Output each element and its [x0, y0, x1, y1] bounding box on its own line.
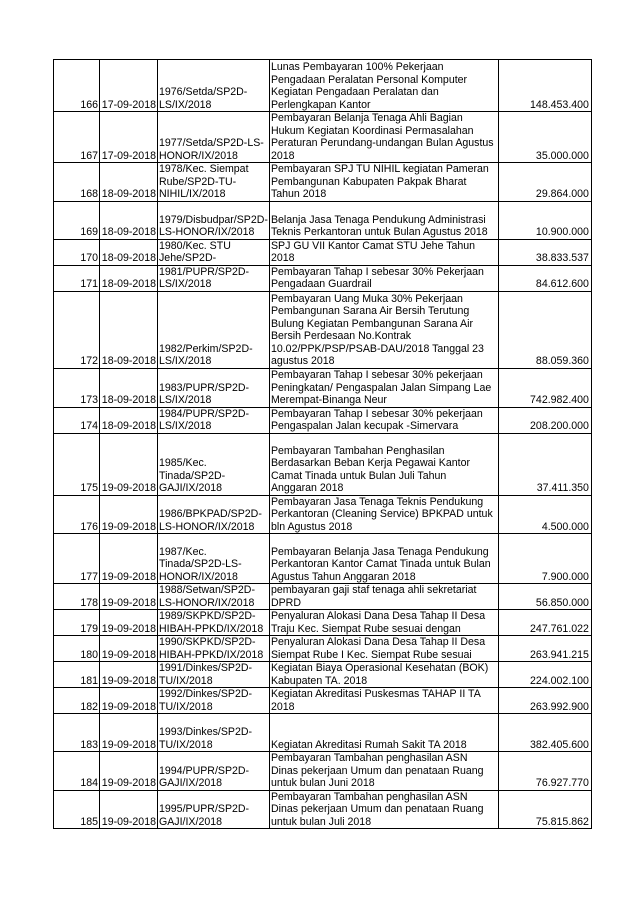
table-row — [54, 201, 592, 239]
row-date: 19-09-2018 — [100, 790, 158, 829]
table-row — [54, 495, 592, 534]
row-number: 184 — [54, 752, 100, 791]
row-reference: 1979/Disbudpar/SP2D- LS-HONOR/IX/2018 — [158, 201, 270, 239]
row-date: 19-09-2018 — [100, 433, 158, 495]
row-number: 167 — [54, 112, 100, 163]
row-amount: 263.992.900 — [498, 688, 591, 714]
row-date: 18-09-2018 — [100, 239, 158, 265]
table-row — [54, 433, 592, 495]
table-row — [54, 60, 592, 112]
row-description: Pembayaran Tahap I sebesar 30% Pekerjaan Pengadaan Guardrail — [269, 265, 498, 291]
row-amount: 247.761.022 — [498, 610, 591, 636]
row-reference: 1989/SKPKD/SP2D- HIBAH-PPKD/IX/2018 — [158, 610, 270, 636]
row-date: 18-09-2018 — [100, 368, 158, 407]
table-row — [54, 610, 592, 636]
row-number: 168 — [54, 163, 100, 202]
row-description: Kegiatan Akreditasi Puskesmas TAHAP II TA 2018 — [269, 688, 498, 714]
row-description: Kegiatan Biaya Operasional Kesehatan (BOK) Kabupaten TA. 2018 — [269, 662, 498, 688]
row-date: 18-09-2018 — [100, 265, 158, 291]
sp2d-table-body — [54, 60, 592, 829]
row-reference: 1978/Kec. Siempat Rube/SP2D-TU- NIHIL/IX/2018 — [158, 163, 270, 202]
row-number: 171 — [54, 265, 100, 291]
row-date: 18-09-2018 — [100, 291, 158, 368]
row-description: Pembayaran Tahap I sebesar 30% pekerjaan Peningkatan/ Pengaspalan Jalan Simpang Lae Merempat-Binanga Neur — [269, 368, 498, 407]
row-date: 19-09-2018 — [100, 584, 158, 610]
row-description: Pembayaran Tambahan Penghasilan Berdasarkan Beban Kerja Pegawai Kantor Camat Tinada untuk Bulan Juli Tahun Anggaran 2018 — [269, 433, 498, 495]
row-date: 19-09-2018 — [100, 636, 158, 662]
row-date: 17-09-2018 — [100, 112, 158, 163]
row-number: 169 — [54, 201, 100, 239]
row-reference: 1985/Kec. Tinada/SP2D- GAJI/IX/2018 — [158, 433, 270, 495]
table-row — [54, 291, 592, 368]
row-amount: 35.000.000 — [498, 112, 591, 163]
row-amount: 208.200.000 — [498, 407, 591, 433]
row-amount: 742.982.400 — [498, 368, 591, 407]
row-date: 19-09-2018 — [100, 688, 158, 714]
row-reference: 1981/PUPR/SP2D- LS/IX/2018 — [158, 265, 270, 291]
row-amount: 37.411.350 — [498, 433, 591, 495]
row-number: 183 — [54, 714, 100, 752]
row-number: 182 — [54, 688, 100, 714]
row-description: Pembayaran Belanja Tenaga Ahli Bagian Hukum Kegiatan Koordinasi Permasalahan Peraturan Perundang-undangan Bulan Agustus 2018 — [269, 112, 498, 163]
row-reference: 1993/Dinkes/SP2D- TU/IX/2018 — [158, 714, 270, 752]
table-row — [54, 688, 592, 714]
row-description: pembayaran gaji staf tenaga ahli sekretariat DPRD — [269, 584, 498, 610]
table-row — [54, 662, 592, 688]
table-row — [54, 239, 592, 265]
row-reference: 1983/PUPR/SP2D- LS/IX/2018 — [158, 368, 270, 407]
row-amount: 4.500.000 — [498, 495, 591, 534]
row-date: 18-09-2018 — [100, 163, 158, 202]
row-number: 178 — [54, 584, 100, 610]
row-number: 185 — [54, 790, 100, 829]
row-date: 18-09-2018 — [100, 407, 158, 433]
row-amount: 88.059.360 — [498, 291, 591, 368]
row-amount: 148.453.400 — [498, 60, 591, 112]
row-number: 166 — [54, 60, 100, 112]
row-reference: 1977/Setda/SP2D-LS- HONOR/IX/2018 — [158, 112, 270, 163]
row-number: 170 — [54, 239, 100, 265]
row-reference: 1992/Dinkes/SP2D- TU/IX/2018 — [158, 688, 270, 714]
row-description: Pembayaran SPJ TU NIHIL kegiatan Pameran Pembangunan Kabupaten Pakpak Bharat Tahun 2018 — [269, 163, 498, 202]
row-date: 19-09-2018 — [100, 495, 158, 534]
row-amount: 38.833.537 — [498, 239, 591, 265]
table-row — [54, 790, 592, 829]
table-row — [54, 265, 592, 291]
row-date: 19-09-2018 — [100, 714, 158, 752]
row-date: 18-09-2018 — [100, 201, 158, 239]
row-amount: 29.864.000 — [498, 163, 591, 202]
row-date: 19-09-2018 — [100, 662, 158, 688]
row-description: SPJ GU VII Kantor Camat STU Jehe Tahun 2018 — [269, 239, 498, 265]
row-date: 19-09-2018 — [100, 752, 158, 791]
row-number: 172 — [54, 291, 100, 368]
row-description: Lunas Pembayaran 100% Pekerjaan Pengadaan Peralatan Personal Komputer Kegiatan Pengadaan Peralatan dan Perlengkapan Kantor — [269, 60, 498, 112]
row-number: 175 — [54, 433, 100, 495]
row-amount: 382.405.600 — [498, 714, 591, 752]
table-row — [54, 636, 592, 662]
row-reference: 1982/Perkim/SP2D- LS/IX/2018 — [158, 291, 270, 368]
row-amount: 84.612.600 — [498, 265, 591, 291]
row-reference: 1991/Dinkes/SP2D- TU/IX/2018 — [158, 662, 270, 688]
row-amount: 10.900.000 — [498, 201, 591, 239]
row-description: Pembayaran Tahap I sebesar 30% pekerjaan Pengaspalan Jalan kecupak -Simervara — [269, 407, 498, 433]
row-number: 174 — [54, 407, 100, 433]
table-row — [54, 163, 592, 202]
row-date: 19-09-2018 — [100, 610, 158, 636]
row-number: 176 — [54, 495, 100, 534]
row-reference: 1980/Kec. STU Jehe/SP2D- — [158, 239, 270, 265]
sp2d-table — [53, 59, 592, 829]
row-reference: 1990/SKPKD/SP2D- HIBAH-PPKD/IX/2018 — [158, 636, 270, 662]
row-reference: 1994/PUPR/SP2D- GAJI/IX/2018 — [158, 752, 270, 791]
table-row — [54, 752, 592, 791]
table-row — [54, 368, 592, 407]
table-row — [54, 112, 592, 163]
row-amount: 7.900.000 — [498, 534, 591, 584]
table-row — [54, 714, 592, 752]
row-description: Pembayaran Jasa Tenaga Teknis Pendukung Perkantoran (Cleaning Service) BPKPAD untuk bln Agustus 2018 — [269, 495, 498, 534]
table-row — [54, 407, 592, 433]
row-number: 181 — [54, 662, 100, 688]
row-reference: 1987/Kec. Tinada/SP2D-LS- HONOR/IX/2018 — [158, 534, 270, 584]
row-reference: 1984/PUPR/SP2D- LS/IX/2018 — [158, 407, 270, 433]
row-amount: 75.815.862 — [498, 790, 591, 829]
row-reference: 1988/Setwan/SP2D- LS-HONOR/IX/2018 — [158, 584, 270, 610]
row-description: Pembayaran Tambahan penghasilan ASN Dinas pekerjaan Umum dan penataan Ruang untuk bulan Juli 2018 — [269, 790, 498, 829]
row-amount: 263.941.215 — [498, 636, 591, 662]
row-number: 173 — [54, 368, 100, 407]
table-row — [54, 534, 592, 584]
row-number: 179 — [54, 610, 100, 636]
row-description: Kegiatan Akreditasi Rumah Sakit TA 2018 — [269, 714, 498, 752]
row-description: Pembayaran Belanja Jasa Tenaga Pendukung Perkantoran Kantor Camat Tinada untuk Bulan Agustus Tahun Anggaran 2018 — [269, 534, 498, 584]
row-description: Pembayaran Tambahan penghasilan ASN Dinas pekerjaan Umum dan penataan Ruang untuk bulan Juni 2018 — [269, 752, 498, 791]
row-reference: 1986/BPKPAD/SP2D- LS-HONOR/IX/2018 — [158, 495, 270, 534]
row-reference: 1995/PUPR/SP2D- GAJI/IX/2018 — [158, 790, 270, 829]
row-date: 19-09-2018 — [100, 534, 158, 584]
row-number: 180 — [54, 636, 100, 662]
row-number: 177 — [54, 534, 100, 584]
row-description: Belanja Jasa Tenaga Pendukung Administrasi Teknis Perkantoran untuk Bulan Agustus 2018 — [269, 201, 498, 239]
row-description: Penyaluran Alokasi Dana Desa Tahap II Desa Traju Kec. Siempat Rube sesuai dengan — [269, 610, 498, 636]
row-description: Penyaluran Alokasi Dana Desa Tahap II Desa Siempat Rube I Kec. Siempat Rube sesuai — [269, 636, 498, 662]
row-amount: 56.850.000 — [498, 584, 591, 610]
row-amount: 76.927.770 — [498, 752, 591, 791]
row-reference: 1976/Setda/SP2D- LS/IX/2018 — [158, 60, 270, 112]
row-description: Pembayaran Uang Muka 30% Pekerjaan Pembangunan Sarana Air Bersih Terutung Bulung Kegiatan Pembangunan Sarana Air Bersih Perdesaan No.Kontrak 10.02/PPK/PSP/PSAB-DAU/2018 Tanggal 23 agustus 2018 — [269, 291, 498, 368]
row-date: 17-09-2018 — [100, 60, 158, 112]
row-amount: 224.002.100 — [498, 662, 591, 688]
table-row — [54, 584, 592, 610]
